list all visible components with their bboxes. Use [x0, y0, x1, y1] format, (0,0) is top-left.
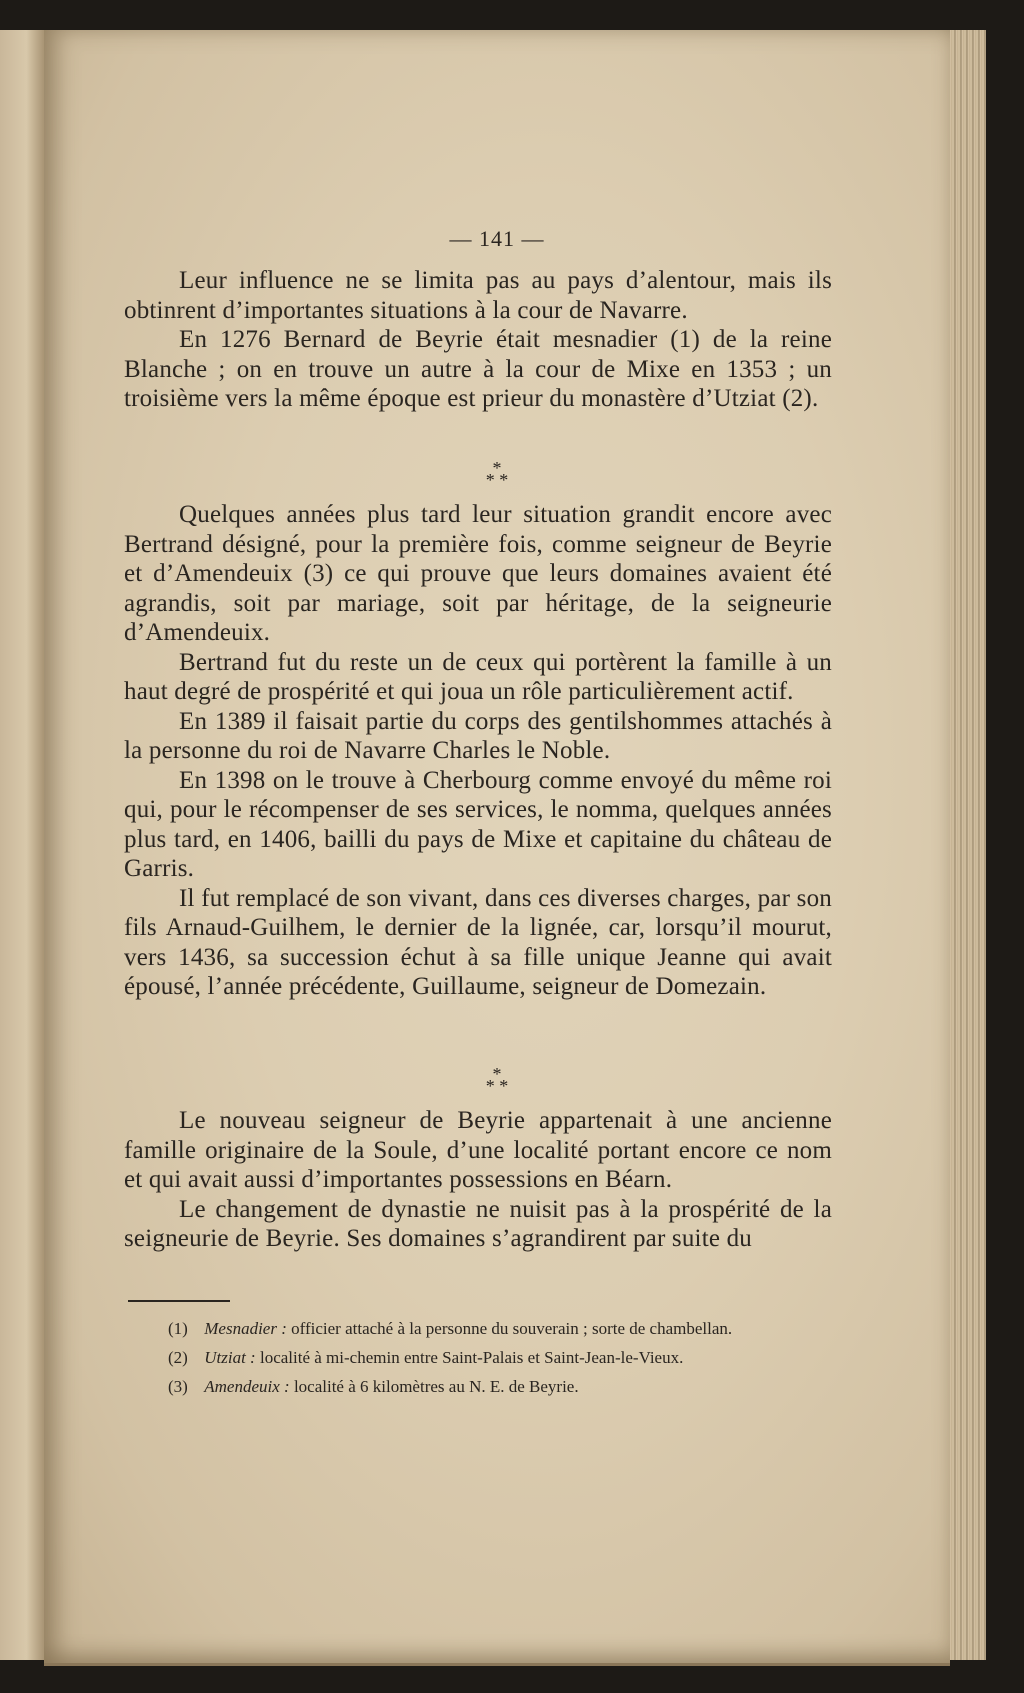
facing-page-edge [0, 30, 46, 1660]
asterism-glyph: * * * [485, 458, 509, 490]
footnote-text: localité à mi-chemin entre Saint-Palais et Saint-Jean-le-Vieux. [259, 1348, 684, 1367]
paragraph: Quelques années plus tard leur situation grandit encore avec Bertrand désigné, pour la première fois, comme seigneur de Beyrie et d’Amendeuix (3) ce qui prouve que leurs domaines avaient été agrandis, soit par mariage, soit par héritage, de la seigneurie d’Amendeuix. [124, 501, 832, 646]
asterism-separator [44, 458, 950, 490]
footnote-text: localité à 6 kilomètres au N. E. de Beyrie. [293, 1377, 579, 1396]
footnote-number: (3) [168, 1377, 188, 1396]
footnote-text: officier attaché à la personne du souverain ; sorte de chambellan. [291, 1319, 733, 1338]
paragraph: Leur influence ne se limita pas au pays d’alentour, mais ils obtinrent d’importantes situations à la cour de Navarre. [124, 267, 832, 324]
footnote-term: Utziat : [204, 1348, 256, 1367]
footnote [168, 1372, 848, 1401]
paragraph: En 1276 Bernard de Beyrie était mesnadier (1) de la reine Blanche ; on en trouve un autre à la cour de Mixe en 1353 ; un troisième vers la même époque est prieur du monastère d’Utziat (2). [124, 326, 832, 412]
text-section-2 [124, 500, 832, 1002]
paragraph: En 1389 il faisait partie du corps des gentilshommes attachés à la personne du roi de Navarre Charles le Noble. [124, 707, 832, 764]
paragraph: Bertrand fut du reste un de ceux qui portèrent la famille à un haut degré de prospérité et qui joua un rôle particulièrement actif. [124, 648, 832, 705]
footnote-rule [128, 1300, 230, 1302]
footnote-number: (2) [168, 1348, 188, 1367]
page-number: — 141 — [449, 226, 545, 251]
footnote [168, 1314, 848, 1343]
paragraph: Le nouveau seigneur de Beyrie appartenait à une ancienne famille originaire de la Soule, d’une localité portant encore ce nom et qui avait aussi d’importantes possessions en Béarn. [124, 1107, 832, 1193]
footnote-term: Amendeuix : [204, 1377, 290, 1396]
page-stack-edge [946, 30, 986, 1660]
footnote-number: (1) [168, 1319, 188, 1338]
footnotes [168, 1314, 848, 1401]
text-section-1 [124, 266, 832, 414]
paragraph: En 1398 on le trouve à Cherbourg comme envoyé du même roi qui, pour le récompenser de ses services, le nomma, quelques années plus tard, en 1406, bailli du pays de Mixe et capitaine du château de Garris. [124, 766, 832, 882]
paragraph: Il fut remplacé de son vivant, dans ces diverses charges, par son fils Arnaud-Guilhem, le dernier de la lignée, car, lorsqu’il mourut, vers 1436, sa succession échut à sa fille unique Jeanne qui avait épousé, l’année précédente, Guillaume, seigneur de Domezain. [124, 884, 832, 1000]
asterism-separator [44, 1064, 950, 1096]
footnote [168, 1343, 848, 1372]
footnote-term: Mesnadier : [204, 1319, 287, 1338]
asterism-glyph: * * * [485, 1064, 509, 1096]
paragraph: Le changement de dynastie ne nuisit pas à la prospérité de la seigneurie de Beyrie. Ses domaines s’agrandirent par suite du [124, 1195, 832, 1252]
book-page [44, 30, 950, 1666]
text-section-3 [124, 1106, 832, 1254]
